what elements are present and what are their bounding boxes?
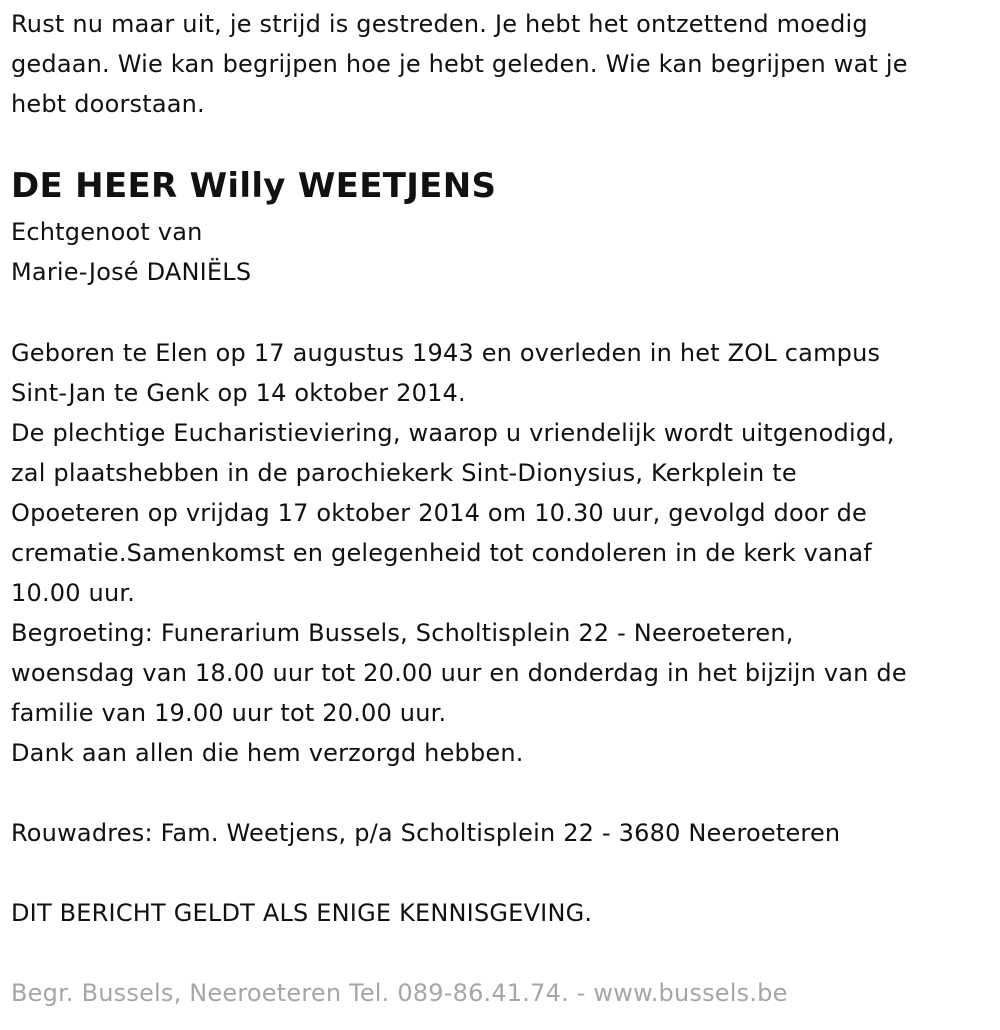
body-line: Dank aan allen die hem verzorgd hebben. xyxy=(11,739,524,767)
spouse-block xyxy=(11,212,251,292)
notice-line: DIT BERICHT GELDT ALS ENIGE KENNISGEVING. xyxy=(11,899,593,927)
intro-line: hebt doorstaan. xyxy=(11,90,205,118)
body-line: Begroeting: Funerarium Bussels, Scholtisplein 22 - Neeroeteren, xyxy=(11,619,794,647)
intro-poem xyxy=(11,4,908,124)
body-line: familie van 19.00 uur tot 20.00 uur. xyxy=(11,699,447,727)
body-line: zal plaatshebben in de parochiekerk Sint-Dionysius, Kerkplein te xyxy=(11,459,797,487)
funeral-home-footer xyxy=(11,973,788,1013)
intro-line: Rust nu maar uit, je strijd is gestreden. Je hebt het ontzettend moedig xyxy=(11,10,868,38)
body-line: crematie.Samenkomst en gelegenheid tot condoleren in de kerk vanaf xyxy=(11,539,872,567)
footer-line: Begr. Bussels, Neeroeteren Tel. 089-86.41.74. - www.bussels.be xyxy=(11,979,788,1007)
body-line: woensdag van 18.00 uur tot 20.00 uur en donderdag in het bijzijn van de xyxy=(11,659,907,687)
mourning-address xyxy=(11,813,840,853)
body-line: Sint-Jan te Genk op 14 oktober 2014. xyxy=(11,379,466,407)
body-line: De plechtige Eucharistieviering, waarop u vriendelijk wordt uitgenodigd, xyxy=(11,419,895,447)
announcement-body xyxy=(11,333,907,773)
body-line: 10.00 uur. xyxy=(11,579,136,607)
intro-line: gedaan. Wie kan begrijpen hoe je hebt geleden. Wie kan begrijpen wat je xyxy=(11,50,908,78)
body-line: Geboren te Elen op 17 augustus 1943 en overleden in het ZOL campus xyxy=(11,339,881,367)
address-line: Rouwadres: Fam. Weetjens, p/a Scholtisplein 22 - 3680 Neeroeteren xyxy=(11,819,841,847)
spouse-label: Echtgenoot van xyxy=(11,218,203,246)
deceased-name: DE HEER Willy WEETJENS xyxy=(11,166,497,206)
spouse-name: Marie-José DANIËLS xyxy=(11,258,252,286)
notice-statement xyxy=(11,893,592,933)
body-line: Opoeteren op vrijdag 17 oktober 2014 om 10.30 uur, gevolgd door de xyxy=(11,499,868,527)
